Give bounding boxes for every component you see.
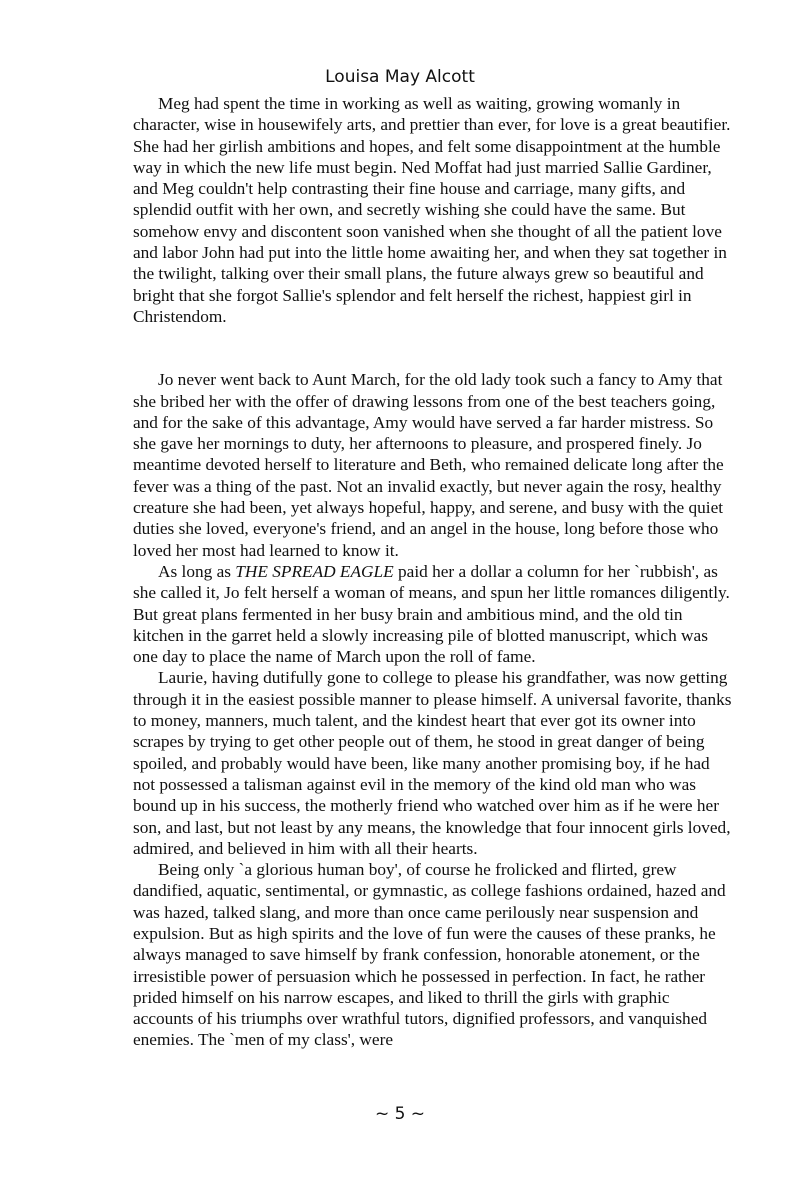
page-number: ~ 5 ~ — [374, 1104, 426, 1124]
paragraph-spread-eagle-lead: As long as — [158, 561, 236, 581]
paragraph-spread-eagle — [133, 561, 733, 667]
running-header-author: Louisa May Alcott — [325, 67, 475, 87]
paragraph-meg: Meg had spent the time in working as well as waiting, growing womanly in character, wise in housewifely arts, and prettier than ever, for love is a great beautifier. She had her girlish ambitions and hopes, and felt some disappointment at the humble way in which the new life must begin. Ned Moffat had just married Sallie Gardiner, and Meg couldn't help contrasting their fine house and carriage, many gifts, and splendid outfit with her own, and secretly wishing she could have the same. But somehow envy and discontent soon vanished when she thought of all the patient love and labor John had put into the little home awaiting her, and when they sat together in the twilight, talking over their small plans, the future always grew so beautiful and bright that she forgot Sallie's splendor and felt herself the richest, happiest girl in Christendom. — [133, 94, 731, 326]
paragraph-spread-eagle-rest: paid her a dollar a column for her `rubbish', as she called it, Jo felt herself a woman of means, and spun her little romances diligently. But great plans fermented in her busy brain and ambitious mind, and the old tin kitchen in the garret held a slowly increasing pile of blotted manuscript, which was one day to place the name of March upon the roll of fame. — [133, 561, 730, 667]
paragraph-glorious-boy: Being only `a glorious human boy', of course he frolicked and flirted, grew dandified, aquatic, sentimental, or gymnastic, as college fashions ordained, hazed and was hazed, talked slang, and more than once came perilously near suspension and expulsion. But as high spirits and the love of fun were the causes of these pranks, he always managed to save himself by frank confession, honorable atonement, or the irresistible power of persuasion which he possessed in perfection. In fact, he rather prided himself on his narrow escapes, and liked to thrill the girls with graphic accounts of his triumphs over wrathful tutors, dignified professors, and vanquished enemies. The `men of my class', were — [133, 860, 726, 1050]
newspaper-title: THE SPREAD EAGLE — [235, 561, 394, 581]
paragraph-jo: Jo never went back to Aunt March, for the old lady took such a fancy to Amy that she bribed her with the offer of drawing lessons from one of the best teachers going, and for the sake of this advantage, Amy would have served a far harder mistress. So she gave her mornings to duty, her afternoons to pleasure, and prospered finely. Jo meantime devoted herself to literature and Beth, who remained delicate long after the fever was a thing of the past. Not an invalid exactly, but never again the rosy, healthy creature she had been, yet always hopeful, happy, and serene, and busy with the quiet duties she loved, everyone's friend, and an angel in the house, long before those who loved her most had learned to know it. — [133, 370, 724, 560]
body-text — [133, 93, 733, 1051]
paragraph-laurie: Laurie, having dutifully gone to college to please his grandfather, was now getting through it in the easiest possible manner to please himself. A universal favorite, thanks to money, manners, much talent, and the kindest heart that ever got its owner into scrapes by trying to get other people out of them, he stood in great danger of being spoiled, and probably would have been, like many another promising boy, if he had not possessed a talisman against evil in the memory of the kind old man who was bound up in his success, the motherly friend who watched over him as if he were her son, and last, but not least by any means, the knowledge that four innocent girls loved, admired, and believed in him with all their hearts. — [133, 668, 732, 858]
